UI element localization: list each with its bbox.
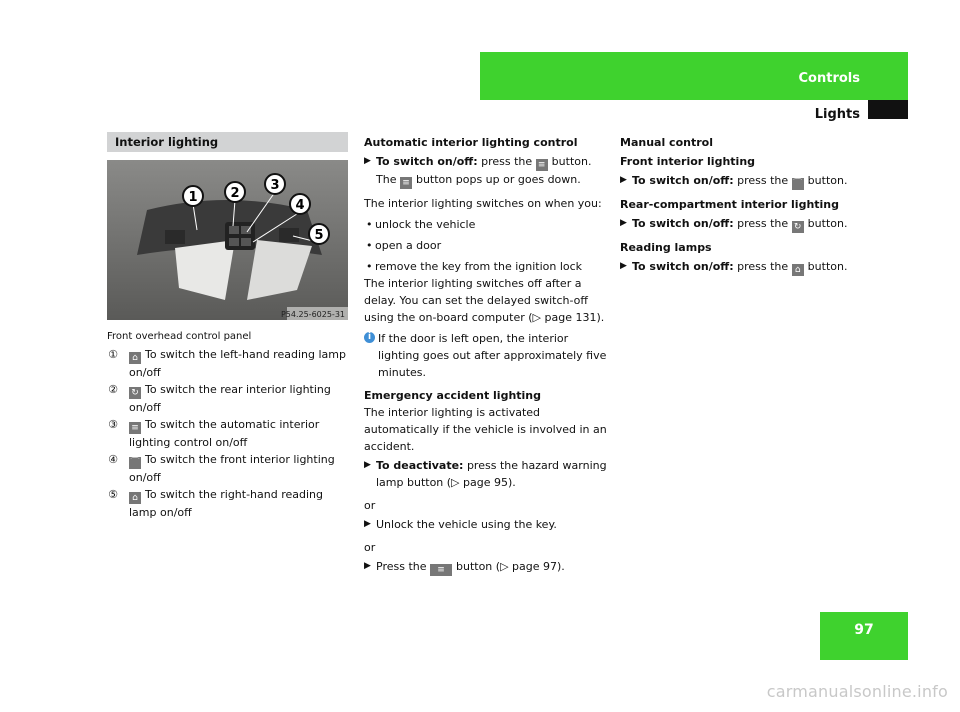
step-rear-switch: ▶ To switch on/off: press the ↻ button.	[620, 217, 848, 232]
legend-item-1: ① ⌂ To switch the left-hand reading lamp on/off	[108, 348, 346, 379]
subsection-title: Lights	[814, 107, 860, 122]
photo-code: P54.25-6025-31	[280, 310, 345, 319]
step-press-button: ▶ Press the ≡ button (▷ page 97).	[364, 560, 565, 575]
watermark: carmanualsonline.info	[766, 682, 948, 701]
interior-lighting-heading: Interior lighting	[107, 132, 348, 152]
auto-light-icon: ≡	[536, 159, 548, 171]
reading-lamp-icon: ⌂	[129, 352, 141, 364]
arrow-icon: ▶	[364, 460, 371, 470]
column-2	[364, 132, 608, 576]
svg-text:3: 3	[270, 178, 280, 193]
paragraph-switches-on: The interior lighting switches on when you:	[364, 197, 602, 210]
step-reading-switch: ▶ To switch on/off: press the ⌂ button.	[620, 260, 848, 275]
arrow-icon: ▶	[620, 261, 627, 271]
legend-list	[107, 346, 348, 521]
heading-automatic-control: Automatic interior lighting control	[364, 136, 578, 149]
arrow-icon: ▶	[364, 561, 371, 571]
rear-light-icon: ↻	[792, 221, 804, 233]
heading-rear-lighting: Rear-compartment interior lighting	[620, 198, 840, 211]
paragraph-emergency: The interior lighting is activated automatically if the vehicle is involved in an accident.	[364, 406, 607, 453]
info-note: i If the door is left open, the interior lighting goes out after approximately five minutes.	[364, 330, 608, 381]
bullet-item: • unlock the vehicle	[366, 218, 476, 231]
svg-text:2: 2	[230, 186, 240, 201]
heading-emergency-lighting: Emergency accident lighting	[364, 389, 542, 402]
paragraph-switches-off: The interior lighting switches off after a delay. You can set the delayed switch-off using the on-board computer (▷ page 131).	[364, 277, 605, 324]
front-light-icon: ⌒	[793, 179, 803, 189]
legend-item-2: ② ↻ To switch the rear interior lighting on/off	[108, 383, 331, 414]
arrow-icon: ▶	[620, 175, 627, 185]
legend-item-4: ④ ⌒ To switch the front interior lighting on/off	[108, 453, 335, 484]
rear-light-icon: ↻	[129, 387, 141, 399]
svg-text:4: 4	[295, 198, 305, 213]
callout-2	[225, 182, 245, 202]
callout-5	[309, 224, 329, 244]
page-number: 97	[854, 622, 874, 638]
or-text: or	[364, 541, 376, 554]
arrow-icon: ▶	[364, 519, 371, 529]
legend-item-5: ⑤ ⌂ To switch the right-hand reading lamp on/off	[108, 488, 323, 519]
photo-caption: Front overhead control panel	[107, 331, 252, 342]
auto-light-icon: ≡	[430, 564, 452, 576]
bullet-item: • remove the key from the ignition lock	[366, 260, 583, 273]
or-text: or	[364, 499, 376, 512]
info-icon: i	[364, 332, 375, 343]
heading-reading-lamps: Reading lamps	[620, 241, 712, 254]
section-title: Controls	[798, 71, 860, 86]
heading-manual-control: Manual control	[620, 136, 713, 149]
bullet-item: • open a door	[366, 239, 442, 252]
svg-text:1: 1	[188, 190, 198, 205]
page-number-box	[820, 612, 908, 660]
legend-item-3: ③ ≡ To switch the automatic interior lighting control on/off	[108, 418, 320, 449]
callout-4	[290, 194, 310, 214]
step-front-switch: ▶ To switch on/off: press the ⌒ button.	[620, 174, 848, 189]
overhead-panel-photo	[107, 160, 348, 320]
reading-lamp-icon: ⌂	[129, 492, 141, 504]
auto-light-icon: ≡	[400, 177, 412, 189]
svg-text:5: 5	[314, 228, 324, 243]
callout-3	[265, 174, 285, 194]
reading-lamp-icon: ⌂	[792, 264, 804, 276]
header-black-block	[868, 100, 908, 119]
column-3	[620, 132, 870, 276]
front-light-icon: ⌒	[130, 458, 140, 468]
arrow-icon: ▶	[364, 156, 371, 166]
heading-front-lighting: Front interior lighting	[620, 155, 756, 168]
step-unlock: ▶ Unlock the vehicle using the key.	[364, 518, 557, 531]
step-switch-on-off: ▶ To switch on/off: press the ≡ button. The ≡ button pops up or goes down.	[364, 155, 592, 188]
column-1	[107, 132, 348, 521]
arrow-icon: ▶	[620, 218, 627, 228]
step-deactivate: ▶ To deactivate: press the hazard warning lamp button (▷ page 95).	[364, 459, 607, 489]
auto-light-icon: ≡	[129, 422, 141, 434]
callout-1	[183, 186, 203, 206]
